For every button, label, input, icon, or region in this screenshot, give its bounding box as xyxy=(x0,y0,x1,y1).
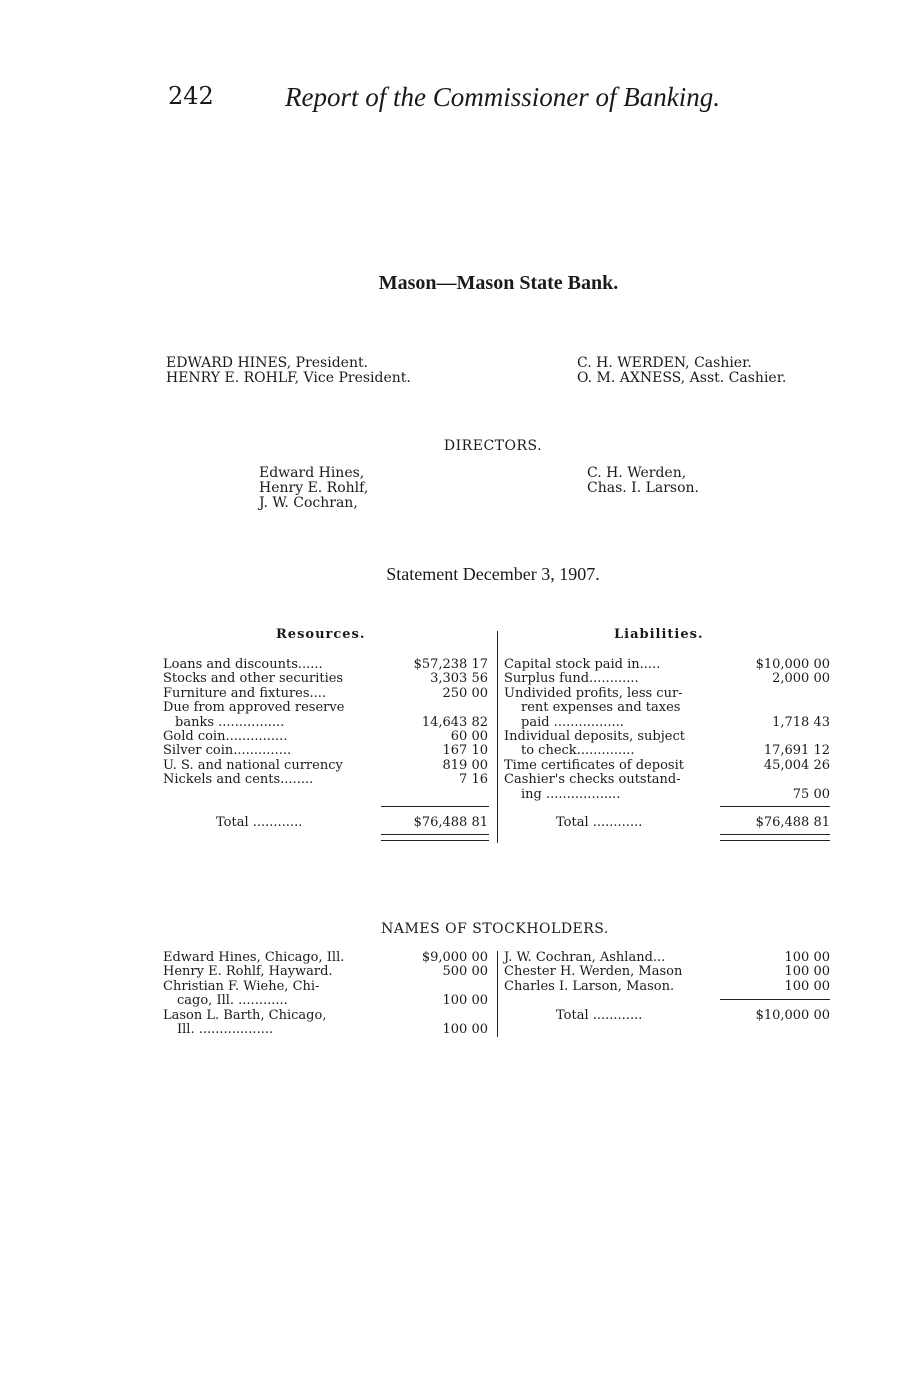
director-name: J. W. Cochran, xyxy=(259,495,358,511)
resource-label: Gold coin............... xyxy=(163,729,288,744)
liability-label: to check.............. xyxy=(521,743,635,759)
stockholder-name: cago, Ill. ............ xyxy=(177,993,288,1009)
officers-right xyxy=(577,356,786,386)
resource-amount: 250 00 xyxy=(442,685,488,701)
resource-amount: 819 00 xyxy=(442,757,488,773)
resource-label: U. S. and national currency xyxy=(163,757,343,773)
liability-label: paid ................. xyxy=(521,714,624,730)
stockholder-amount: 100 00 xyxy=(442,1022,488,1037)
resource-amount: 167 10 xyxy=(442,743,488,759)
director-name: C. H. Werden, xyxy=(587,465,687,481)
liability-amount: 17,691 12 xyxy=(763,743,830,759)
resource-amount: 14,643 82 xyxy=(421,714,488,730)
bank-title: Mason—Mason State Bank. xyxy=(378,272,619,294)
stockholders-total-amount: $10,000 00 xyxy=(755,1008,830,1023)
resource-label: Nickels and cents........ xyxy=(163,772,314,788)
page-number: 242 xyxy=(168,82,214,110)
liabilities-double-rule xyxy=(720,834,830,841)
director-name: Chas. I. Larson. xyxy=(587,480,700,496)
liability-label: Undivided profits, less cur- xyxy=(504,685,683,701)
running-title: Report of the Commissioner of Banking. xyxy=(285,82,720,112)
liability-amount: 45,004 26 xyxy=(763,757,830,773)
stockholder-name: Ill. .................. xyxy=(177,1022,274,1037)
resource-label: Loans and discounts...... xyxy=(163,657,323,672)
stockholder-amount: 100 00 xyxy=(784,978,830,994)
directors-heading: DIRECTORS. xyxy=(443,438,543,454)
stockholder-name: Lason L. Barth, Chicago, xyxy=(163,1007,327,1023)
stockholder-amount: 500 00 xyxy=(442,964,488,980)
officer-cashier: C. H. WERDEN, Cashier. xyxy=(577,355,752,371)
liability-label: Time certificates of deposit xyxy=(504,757,684,773)
liabilities-heading: Liabilities. xyxy=(614,627,704,642)
resources-double-rule xyxy=(381,834,489,841)
stockholders-total-label: Total ............ xyxy=(556,1008,643,1023)
liability-amount: $10,000 00 xyxy=(755,657,830,672)
resources-total-rule xyxy=(381,806,489,807)
statement-title: Statement December 3, 1907. xyxy=(386,564,600,584)
resources-heading: Resources. xyxy=(276,627,366,642)
stockholder-name: Chester H. Werden, Mason xyxy=(504,964,683,980)
director-name: Henry E. Rohlf, xyxy=(259,480,369,496)
stockholders-heading: NAMES OF STOCKHOLDERS. xyxy=(381,921,609,937)
stockholders-column-divider xyxy=(497,951,498,1037)
resource-label: Furniture and fixtures.... xyxy=(163,685,327,701)
stockholder-name: Henry E. Rohlf, Hayward. xyxy=(163,964,333,980)
statement-column-divider xyxy=(497,631,498,843)
directors-left xyxy=(259,466,368,511)
resource-label: Due from approved reserve xyxy=(163,700,345,716)
resource-label: Silver coin.............. xyxy=(163,743,292,759)
liability-label: Surplus fund............ xyxy=(504,671,639,687)
liability-label: ing .................. xyxy=(521,786,621,802)
resource-amount: 60 00 xyxy=(450,729,488,744)
stockholder-amount: $9,000 00 xyxy=(421,950,488,965)
resource-label: banks ................ xyxy=(175,714,285,730)
resource-amount: 3,303 56 xyxy=(430,671,488,687)
liability-label: rent expenses and taxes xyxy=(521,700,681,716)
resource-amount: 7 16 xyxy=(459,772,488,788)
director-name: Edward Hines, xyxy=(259,465,365,481)
liability-label: Cashier's checks outstand- xyxy=(504,772,681,788)
liabilities-total-rule xyxy=(720,806,830,807)
stockholder-name: Christian F. Wiehe, Chi- xyxy=(163,978,320,994)
stockholder-amount: 100 00 xyxy=(784,950,830,965)
officer-vice-president: HENRY E. ROHLF, Vice President. xyxy=(166,370,411,386)
liabilities-total-label: Total ............ xyxy=(556,815,643,830)
stockholders-total-rule xyxy=(720,999,830,1000)
liability-label: Individual deposits, subject xyxy=(504,729,685,744)
liability-label: Capital stock paid in..... xyxy=(504,657,661,672)
resource-label: Stocks and other securities xyxy=(163,671,344,687)
stockholder-name: Charles I. Larson, Mason. xyxy=(504,978,675,994)
liability-amount: 2,000 00 xyxy=(772,671,830,687)
liability-amount: 75 00 xyxy=(792,786,830,802)
stockholder-name: J. W. Cochran, Ashland... xyxy=(504,950,666,965)
stockholder-amount: 100 00 xyxy=(442,993,488,1009)
resource-amount: $57,238 17 xyxy=(413,657,488,672)
resources-total-amount: $76,488 81 xyxy=(413,815,488,830)
stockholder-name: Edward Hines, Chicago, Ill. xyxy=(163,950,345,965)
directors-right xyxy=(587,466,699,496)
stockholder-amount: 100 00 xyxy=(784,964,830,980)
liabilities-total-amount: $76,488 81 xyxy=(755,815,830,830)
liability-amount: 1,718 43 xyxy=(772,714,830,730)
officer-president: EDWARD HINES, President. xyxy=(166,355,369,371)
officers-left xyxy=(166,356,411,386)
resources-total-label: Total ............ xyxy=(216,815,303,830)
officer-asst-cashier: O. M. AXNESS, Asst. Cashier. xyxy=(577,370,787,386)
